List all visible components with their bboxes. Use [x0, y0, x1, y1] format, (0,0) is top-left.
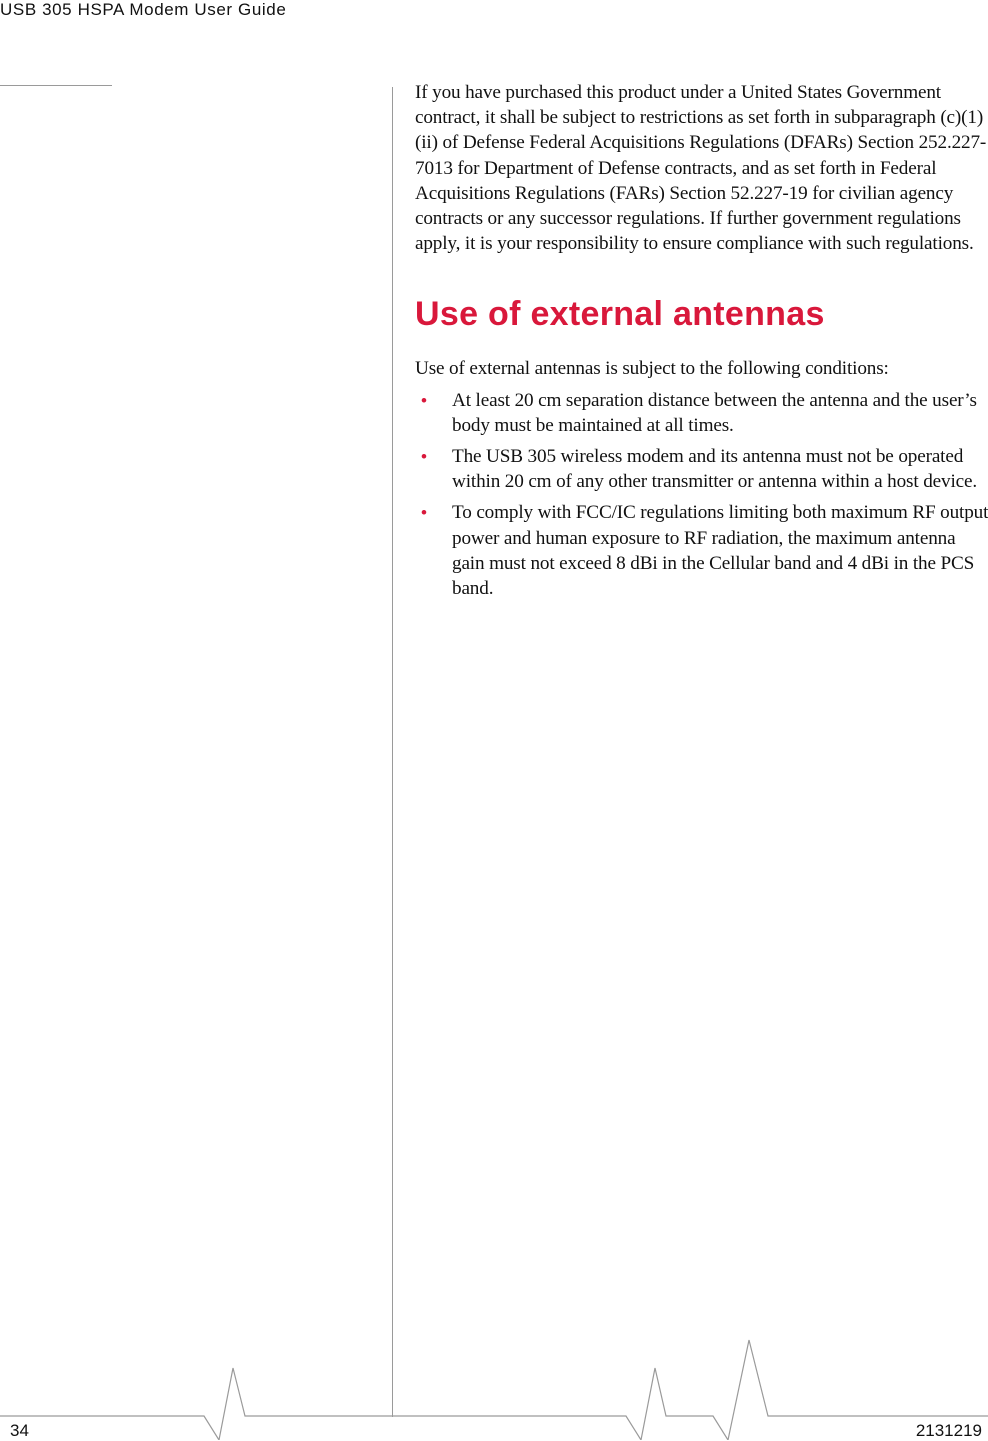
- list-item: [415, 388, 988, 438]
- list-item: [415, 500, 988, 601]
- column-divider: [392, 87, 393, 1417]
- main-content: [415, 80, 988, 607]
- conditions-list: [415, 388, 988, 602]
- intro-text: Use of external antennas is subject to the following conditions:: [415, 358, 889, 380]
- section-heading: Use of external antennas: [415, 295, 825, 334]
- bullet-icon: •: [421, 503, 427, 523]
- bullet-icon: •: [421, 390, 427, 410]
- bullet-icon: •: [421, 447, 427, 467]
- government-paragraph: If you have purchased this product under a United States Government contract, it shall be subject to restrictions as set forth in subparagraph (c)(1)(ii) of Defense Federal Acquisitions Regulations (DFARs) Section 252.227-7013 for Department of Defense contracts, and as set forth in Federal Acquisitions Regulations (FARs) Section 52.227-19 for civilian agency contracts or any successor regulations. If further government regulations apply, it is your responsibility to ensure compliance with such regulations.: [415, 82, 987, 255]
- running-header: USB 305 HSPA Modem User Guide: [0, 0, 287, 19]
- header-rule: [0, 85, 112, 86]
- list-item-text: The USB 305 wireless modem and its antenna must not be operated within 20 cm of any other transmitter or antenna within a host device.: [452, 446, 978, 493]
- footer-signal-waveform: [0, 1330, 988, 1440]
- waveform-line: [0, 1340, 988, 1440]
- list-item: [415, 444, 988, 494]
- list-item-text: To comply with FCC/IC regulations limiting both maximum RF output power and human exposure to RF radiation, the maximum antenna gain must not exceed 8 dBi in the Cellular band and 4 dBi in the PCS band.: [452, 502, 988, 600]
- page-number: 34: [10, 1421, 29, 1440]
- document-number: 2131219: [915, 1421, 982, 1440]
- list-item-text: At least 20 cm separation distance between the antenna and the user’s body must be maintained at all times.: [452, 389, 977, 436]
